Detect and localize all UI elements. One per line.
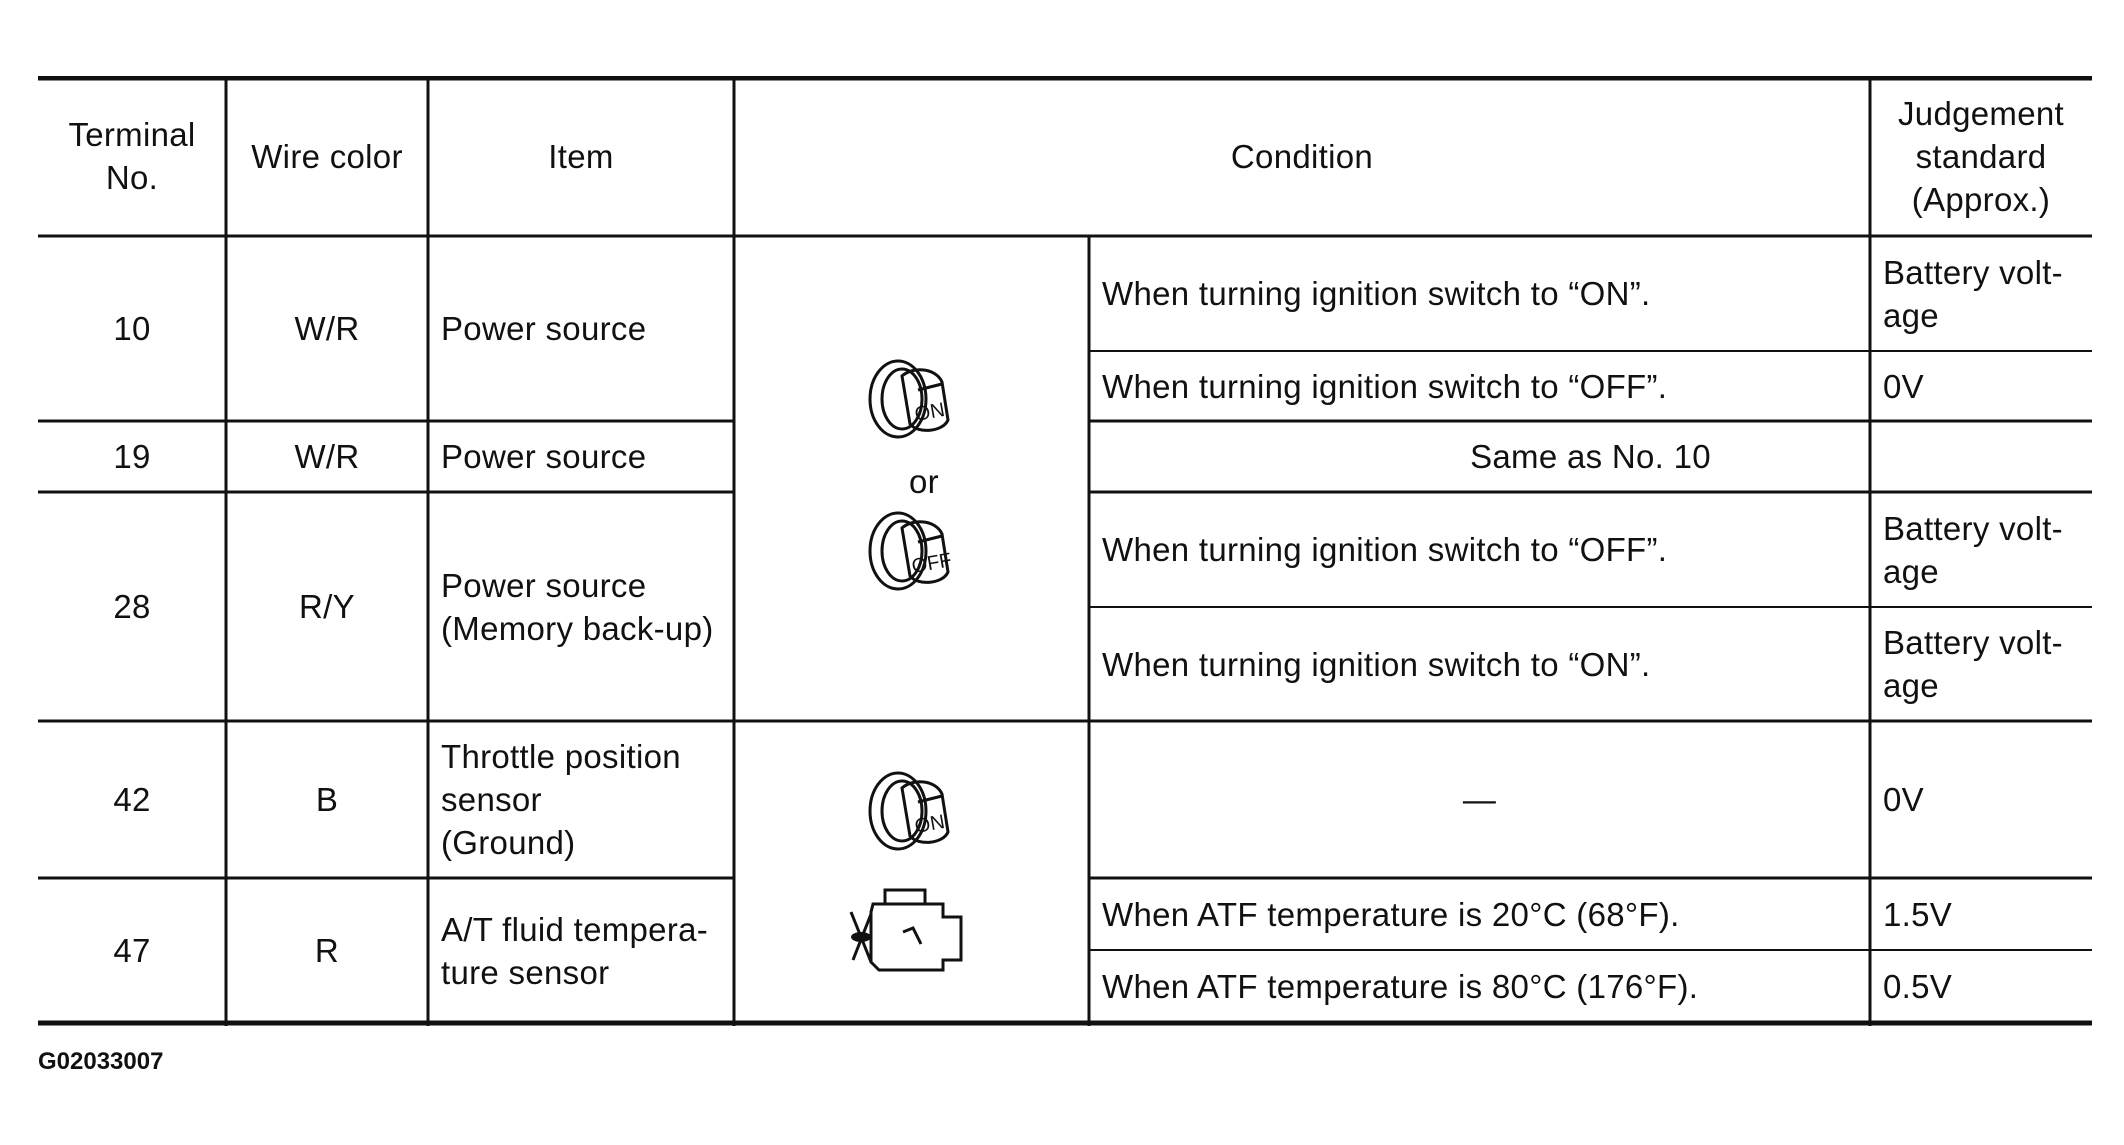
terminal-table bbox=[38, 76, 2092, 1026]
row-10-judgement-off: 0V bbox=[1883, 367, 1924, 405]
figure-code: G02033007 bbox=[38, 1048, 164, 1075]
row-10-condition-on: When turning ignition switch to “ON”. bbox=[1102, 275, 1651, 312]
row-19-same-as: Same as No. 10 bbox=[1470, 438, 1711, 475]
svg-text:OFF: OFF bbox=[910, 549, 954, 578]
row-28-judgement-on: Battery volt- age bbox=[1883, 624, 2063, 704]
row-47-item: A/T fluid tempera- ture sensor bbox=[441, 910, 709, 991]
ignition-off-icon bbox=[858, 506, 968, 606]
row-47-wire-color: R bbox=[314, 932, 340, 969]
row-28-wire-color: R/Y bbox=[299, 588, 355, 625]
header-condition: Condition bbox=[1230, 137, 1374, 175]
row-10-condition-off: When turning ignition switch to “OFF”. bbox=[1102, 367, 1668, 405]
row-19-item: Power source bbox=[441, 438, 647, 475]
row-10-item: Power source bbox=[441, 310, 647, 347]
engine-running-icon bbox=[843, 882, 978, 982]
row-28-item: Power source (Memory back-up) bbox=[441, 566, 714, 647]
row-19-wire-color: W/R bbox=[294, 438, 360, 475]
row-28-terminal: 28 bbox=[113, 588, 151, 625]
svg-text:ON: ON bbox=[913, 399, 947, 426]
header-item: Item bbox=[548, 137, 614, 175]
row-28-judgement-off: Battery volt- age bbox=[1883, 509, 2063, 590]
row-10-judgement-on: Battery volt- age bbox=[1883, 253, 2063, 334]
row-28-condition-on: When turning ignition switch to “ON”. bbox=[1102, 645, 1651, 683]
ignition-on-icon bbox=[858, 766, 968, 866]
row-19-terminal: 19 bbox=[113, 438, 151, 475]
row-47-condition-20c: When ATF temperature is 20°C (68°F). bbox=[1102, 895, 1680, 933]
row-42-condition: — bbox=[1462, 781, 1497, 818]
svg-text:ON: ON bbox=[913, 811, 947, 838]
row-47-terminal: 47 bbox=[113, 932, 151, 969]
row-42-item: Throttle position sensor (Ground) bbox=[441, 738, 681, 861]
row-10-terminal: 10 bbox=[113, 310, 151, 347]
row-47-condition-80c: When ATF temperature is 80°C (176°F). bbox=[1102, 968, 1699, 1005]
row-10-wire-color: W/R bbox=[294, 310, 360, 347]
or-label: or bbox=[909, 462, 939, 500]
row-42-terminal: 42 bbox=[113, 781, 151, 818]
header-judgement-standard: Judgement standard (Approx.) bbox=[1898, 94, 2064, 218]
row-47-judgement-20c: 1.5V bbox=[1883, 895, 1953, 933]
header-terminal-no: Terminal No. bbox=[68, 116, 196, 196]
row-47-judgement-80c: 0.5V bbox=[1883, 968, 1953, 1005]
row-42-wire-color: B bbox=[315, 781, 339, 818]
ignition-on-icon bbox=[858, 354, 968, 454]
header-wire-color: Wire color bbox=[251, 137, 403, 175]
row-42-judgement: 0V bbox=[1883, 781, 1924, 818]
row-28-condition-off: When turning ignition switch to “OFF”. bbox=[1102, 531, 1668, 568]
